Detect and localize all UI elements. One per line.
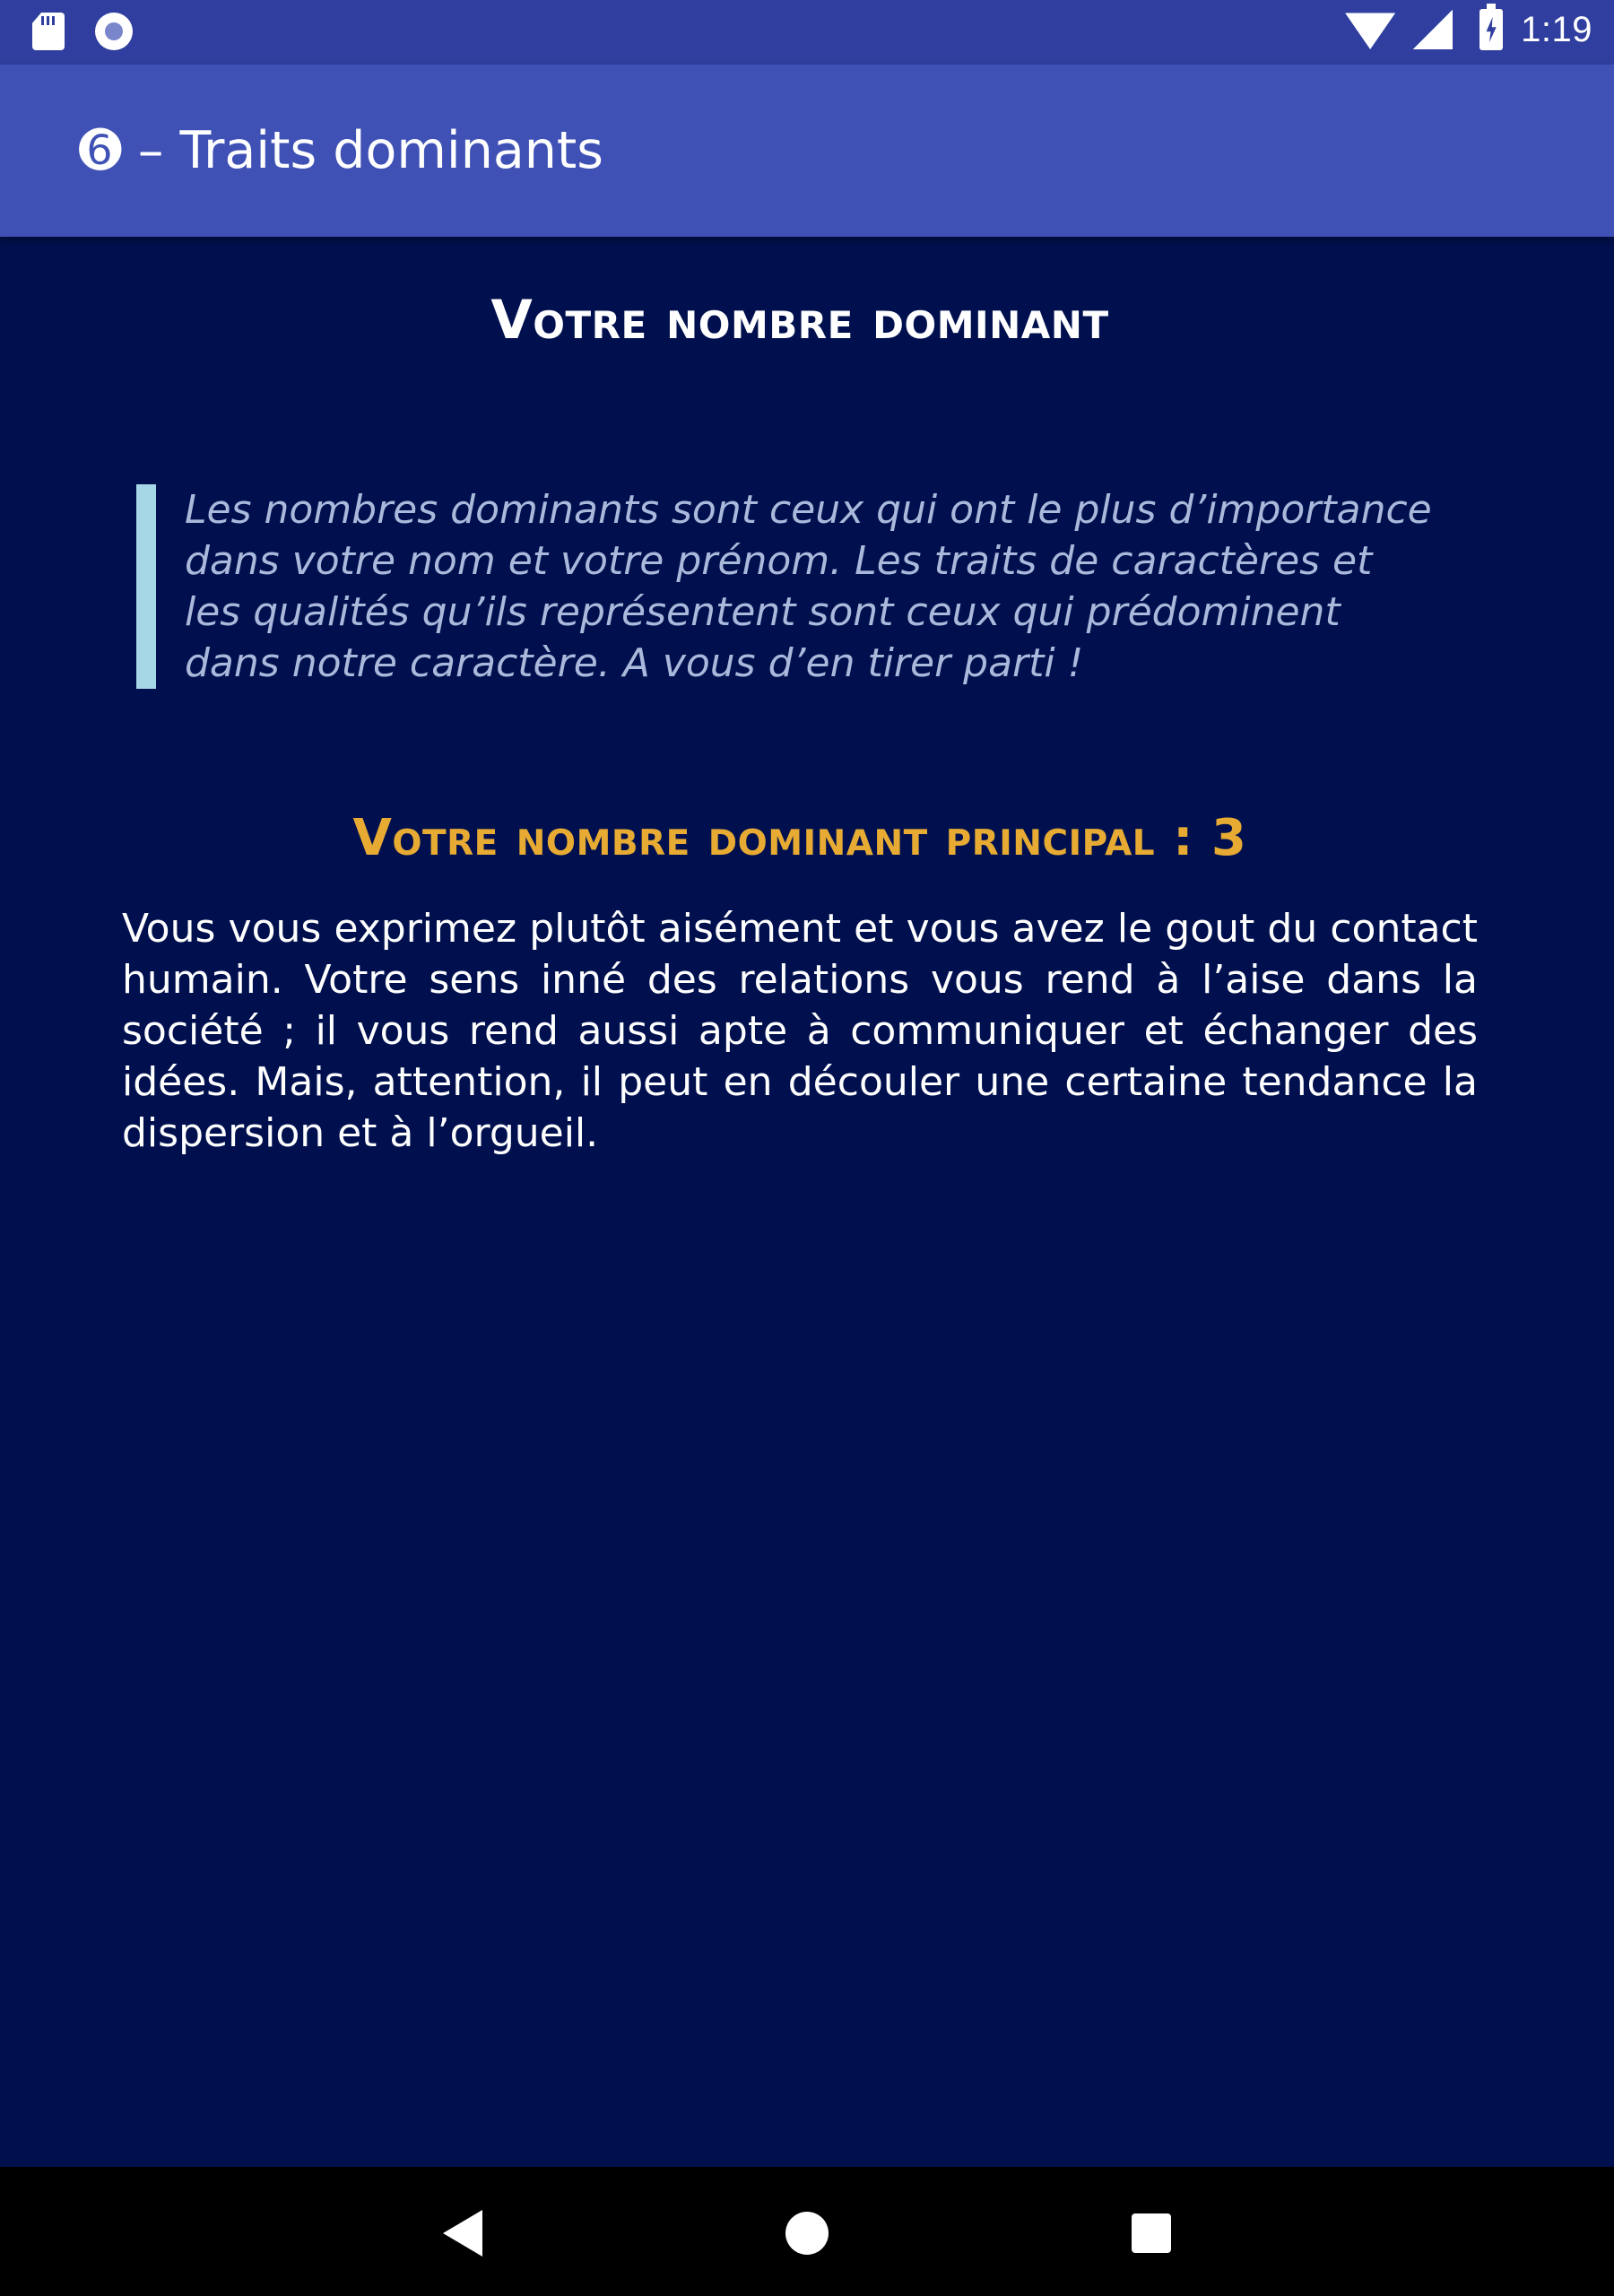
dominant-number-title: Votre nombre dominant principal : 3 xyxy=(352,809,1247,867)
main-content xyxy=(122,237,1478,1159)
section-title: Votre nombre dominant xyxy=(490,289,1109,352)
status-clock: 1:19 xyxy=(1521,9,1592,49)
app-bar xyxy=(0,65,1614,237)
radio-icon xyxy=(95,13,133,50)
cell-signal-icon xyxy=(1413,10,1453,49)
battery-charging-icon xyxy=(1480,9,1503,50)
status-left-icons xyxy=(32,13,133,50)
description-text: Vous vous exprimez plutôt aisément et vous avez le gout du contact humain. Votre sens inné des relations vous rend à l’aise dans la société ; il vous rend aussi apte à communiquer et échanger des idées. Mais, attention, il peut en découler une certaine tendance la dispersion et à l’orgueil. xyxy=(122,906,1478,1156)
status-right-icons xyxy=(1345,9,1592,50)
navigation-bar xyxy=(0,2167,1614,2296)
wifi-icon xyxy=(1345,10,1395,49)
back-icon[interactable] xyxy=(443,2210,482,2257)
sd-card-icon xyxy=(32,13,65,50)
page-title: ➏ – Traits dominants xyxy=(79,121,603,180)
recent-apps-icon[interactable] xyxy=(1132,2213,1171,2253)
intro-quote: Les nombres dominants sont ceux qui ont le plus d’importance dans votre nom et votre prénom. Les traits de caractères et les qualités qu’ils représentent sont ceux qui prédominent dans notre caractère. A vous d’en tirer parti ! xyxy=(136,484,1440,689)
status-bar xyxy=(0,0,1614,65)
home-icon[interactable] xyxy=(785,2212,829,2255)
